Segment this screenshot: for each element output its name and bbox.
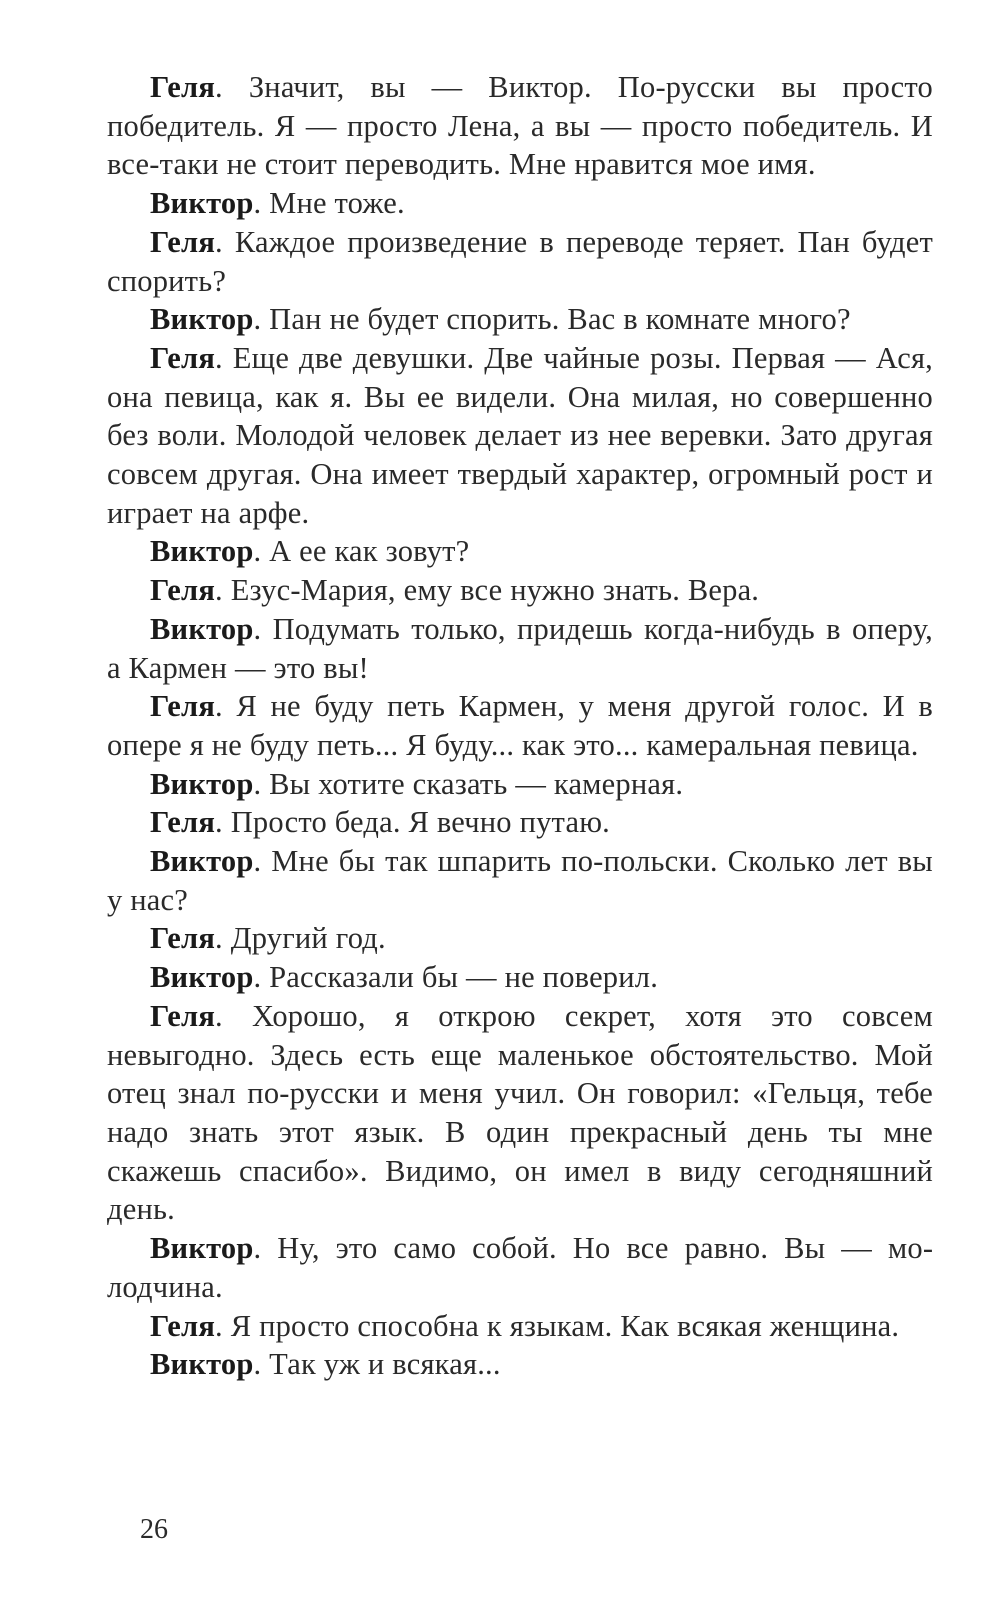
page-number: 26: [140, 1514, 168, 1545]
dialogue-line: [107, 610, 933, 687]
dialogue-line: [107, 997, 933, 1229]
dialogue-text: . Подумать только, придешь когда-нибудь в оперу, а Кармен — это вы!: [107, 611, 933, 685]
speaker-name: Виктор: [150, 960, 254, 995]
speaker-name: Геля: [150, 224, 216, 259]
speaker-name: Геля: [150, 805, 216, 840]
dialogue-text: . Хорошо, я открою секрет, хотя это совсем невыгодно. Здесь есть еще маленькое обстоятельство. Мой отец знал по-русски и меня учил. Он говорил: «Гельця, тебе надо знать этот язык. В один прекрасный день ты мне скажешь спасибо». Видимо, он имел в виду сегодняшний день.: [107, 998, 933, 1227]
speaker-name: Геля: [150, 573, 216, 608]
speaker-name: Геля: [150, 340, 216, 375]
speaker-name: Виктор: [150, 186, 254, 221]
speaker-name: Виктор: [150, 302, 254, 337]
dialogue-line: [107, 1345, 933, 1384]
dialogue-line: [107, 339, 933, 533]
dialogue-text: . Значит, вы — Виктор. По-русски вы просто победитель. Я — просто Лена, а вы — просто победитель. И все-таки не стоит переводить. Мне нравится мое имя.: [107, 70, 933, 182]
dialogue-text: . Вы хотите сказать — камерная.: [253, 766, 684, 801]
speaker-name: Геля: [150, 921, 216, 956]
dialogue-line: [107, 532, 933, 571]
speaker-name: Геля: [150, 1308, 216, 1343]
dialogue-text: . Другий год.: [215, 921, 386, 956]
dialogue-text: . Так уж и всякая...: [253, 1347, 501, 1382]
dialogue-line: [107, 68, 933, 184]
speaker-name: Виктор: [150, 1347, 254, 1382]
dialogue-line: [107, 1229, 933, 1306]
dialogue-text: . Езус-Мария, ему все нужно знать. Вера.: [215, 573, 760, 608]
dialogue-line: [107, 687, 933, 764]
dialogue-line: [107, 803, 933, 842]
dialogue-line: [107, 571, 933, 610]
dialogue-text: . Мне тоже.: [253, 186, 405, 221]
speaker-name: Геля: [150, 70, 216, 104]
play-text: [107, 68, 933, 1384]
dialogue-line: [107, 919, 933, 958]
speaker-name: Геля: [150, 689, 216, 724]
dialogue-text: . Рассказали бы — не поверил.: [253, 960, 659, 995]
dialogue-text: . Каждое произведение в переводе теряет. Пан будет спорить?: [107, 224, 933, 298]
dialogue-text: . Я не буду петь Кармен, у меня другой голос. И в опере я не буду петь... Я буду... как это... камеральная певица.: [107, 689, 933, 762]
dialogue-line: [107, 1307, 933, 1346]
dialogue-line: [107, 958, 933, 997]
speaker-name: Виктор: [150, 1231, 254, 1266]
dialogue-line: [107, 300, 933, 339]
dialogue-text: . Просто беда. Я вечно путаю.: [215, 805, 611, 840]
dialogue-line: [107, 223, 933, 300]
dialogue-line: [107, 842, 933, 919]
dialogue-text: . Мне бы так шпарить по-польски. Сколько лет вы у нас?: [107, 844, 933, 917]
speaker-name: Виктор: [150, 844, 254, 879]
dialogue-text: . Я просто способна к языкам. Как всякая женщина.: [215, 1308, 900, 1343]
dialogue-text: . А ее как зовут?: [253, 534, 470, 569]
speaker-name: Виктор: [150, 534, 254, 569]
speaker-name: Виктор: [150, 611, 254, 646]
speaker-name: Виктор: [150, 766, 254, 801]
dialogue-line: [107, 184, 933, 223]
dialogue-line: [107, 765, 933, 804]
dialogue-text: . Пан не будет спорить. Вас в комнате много?: [253, 302, 851, 337]
dialogue-text: . Еще две девушки. Две чайные розы. Первая — Ася, она певица, как я. Вы ее видели. Она милая, но совершенно без воли. Молодой человек делает из нее веревки. Зато другая совсем другая. Она имеет твердый характер, огромный рост и играет на арфе.: [107, 340, 933, 530]
dialogue-text: . Ну, это само собой. Но все равно. Вы — молодчина.: [107, 1231, 933, 1304]
speaker-name: Геля: [150, 998, 216, 1033]
